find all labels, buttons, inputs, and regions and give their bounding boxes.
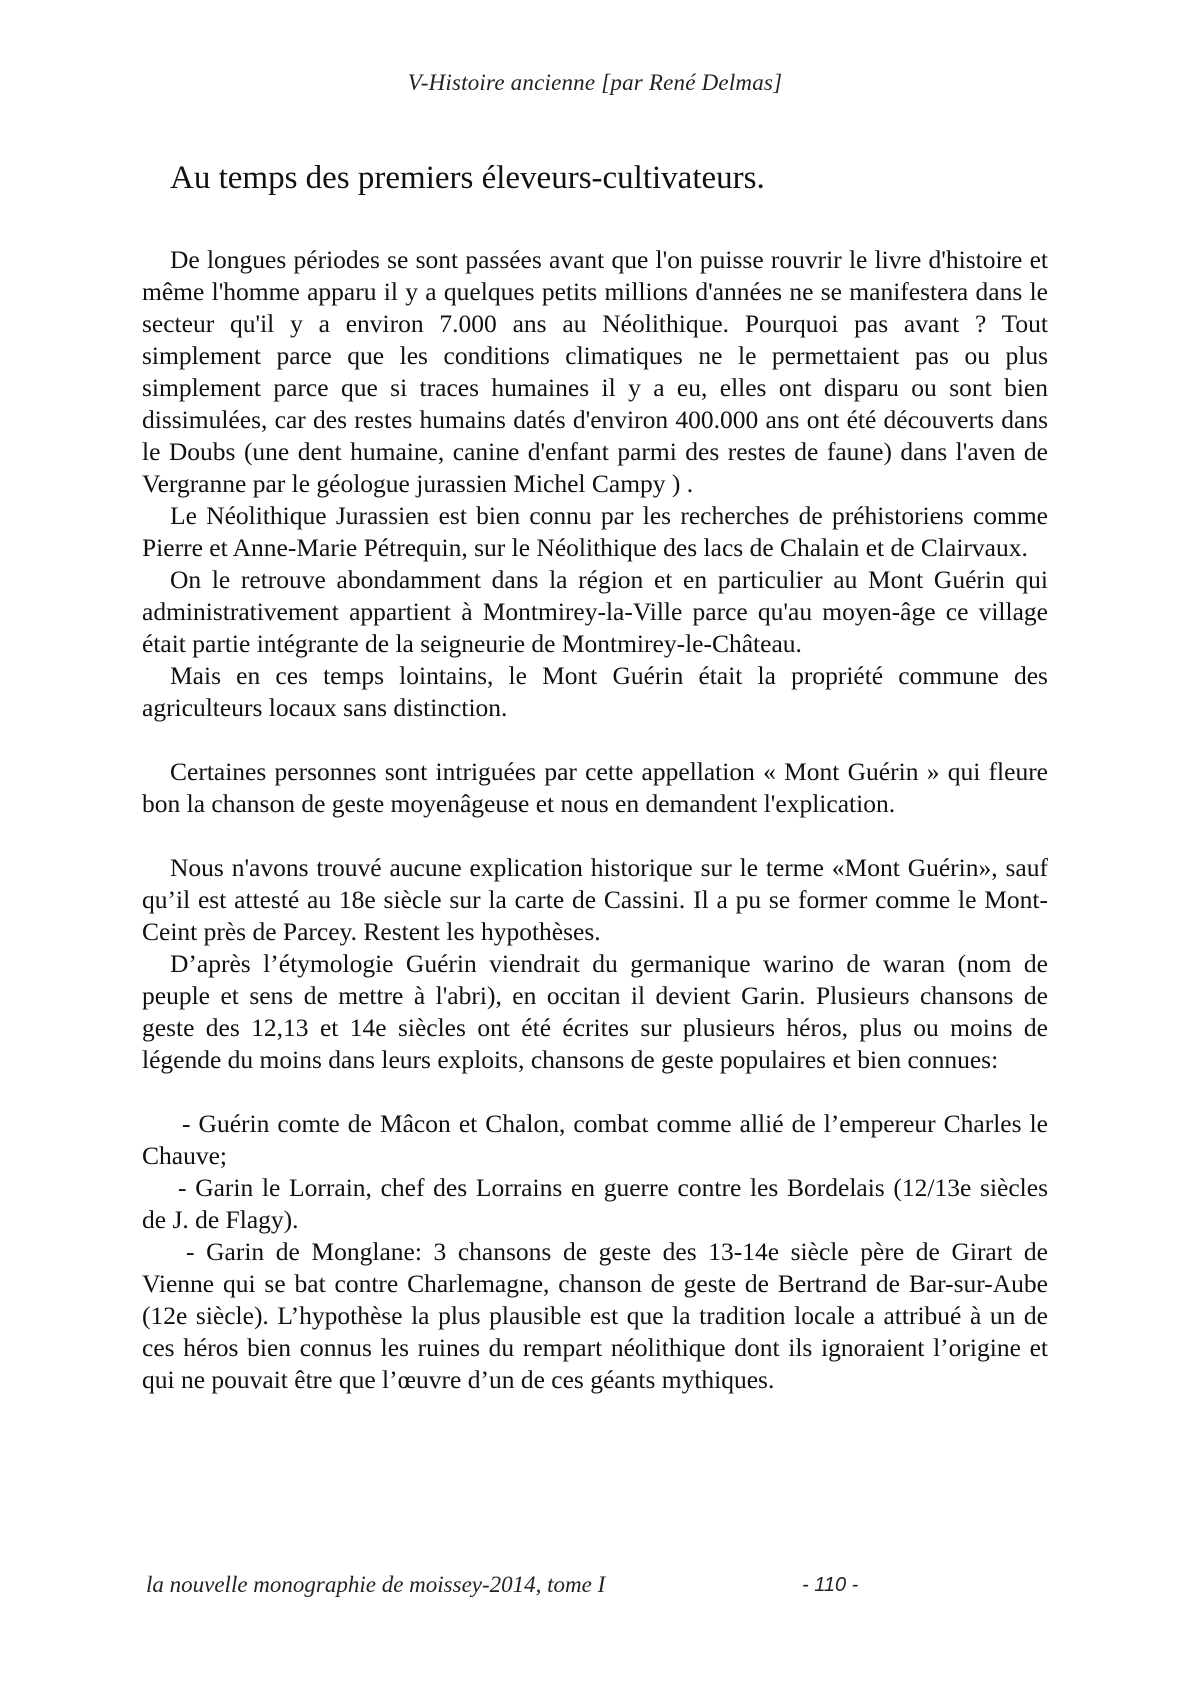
paragraph: De longues périodes se sont passées avant que l'on puisse rouvrir le livre d'histoire et même l'homme apparu il y a quelques petits millions d'années ne se manifestera dans le secteur qu'il y a environ 7.000 ans au Néolithique. Pourquoi pas avant ? Tout simplement parce que les conditions climatiques ne le permettaient pas ou plus simplement parce que si traces humaines il y a eu, elles ont disparu ou sont bien dissimulées, car des restes humains datés d'environ 400.000 ans ont été découverts dans le Doubs (une dent humaine, canine d'enfant parmi des restes de faune) dans l'aven de Vergranne par le géologue jurassien Michel Campy ) . bbox=[142, 245, 1048, 498]
paragraph: D’après l’étymologie Guérin viendrait du germanique warino de waran (nom de peuple et sens de mettre à l'abri), en occitan il devient Garin. Plusieurs chansons de geste des 12,13 et 14e siècles ont été écrites sur plusieurs héros, plus ou moins de légende du moins dans leurs exploits, chansons de geste populaires et bien connues: bbox=[142, 949, 1048, 1074]
article-body bbox=[142, 244, 1048, 1396]
list-item: - Garin le Lorrain, chef des Lorrains en guerre contre les Bordelais (12/13e siècles de J. de Flagy). bbox=[142, 1173, 1048, 1234]
paragraph: Mais en ces temps lointains, le Mont Guérin était la propriété commune des agriculteurs locaux sans distinction. bbox=[142, 661, 1048, 722]
list-item: - Garin de Monglane: 3 chansons de geste des 13-14e siècle père de Girart de Vienne qui se bat contre Charlemagne, chanson de geste de Bertrand de Bar-sur-Aube (12e siècle). L’hypothèse la plus plausible est que la tradition locale a attribué à un de ces héros bien connus les ruines du rempart néolithique dont ils ignoraient l’origine et qui ne pouvait être que l’œuvre d’un de ces géants mythiques. bbox=[142, 1237, 1048, 1394]
list-item: - Guérin comte de Mâcon et Chalon, combat comme allié de l’empereur Charles le Chauve; bbox=[142, 1109, 1048, 1170]
paragraph: Certaines personnes sont intriguées par cette appellation « Mont Guérin » qui fleure bon la chanson de geste moyenâgeuse et nous en demandent l'explication. bbox=[142, 757, 1048, 818]
footer-publication: la nouvelle monographie de moissey-2014, tome I bbox=[146, 1572, 606, 1597]
paragraph: Le Néolithique Jurassien est bien connu par les recherches de préhistoriens comme Pierre et Anne-Marie Pétrequin, sur le Néolithique des lacs de Chalain et de Clairvaux. bbox=[142, 501, 1048, 562]
article-title: Au temps des premiers éleveurs-cultivateurs. bbox=[170, 160, 765, 196]
paragraph: On le retrouve abondamment dans la région et en particulier au Mont Guérin qui administrativement appartient à Montmirey-la-Ville parce qu'au moyen-âge ce village était partie intégrante de la seigneurie de Montmirey-le-Château. bbox=[142, 565, 1048, 658]
running-header: V-Histoire ancienne [par René Delmas] bbox=[407, 70, 783, 95]
paragraph: Nous n'avons trouvé aucune explication historique sur le terme «Mont Guérin», sauf qu’il est attesté au 18e siècle sur la carte de Cassini. Il a pu se former comme le Mont-Ceint près de Parcey. Restent les hypothèses. bbox=[142, 853, 1048, 946]
page-number: - 110 - bbox=[802, 1574, 859, 1596]
